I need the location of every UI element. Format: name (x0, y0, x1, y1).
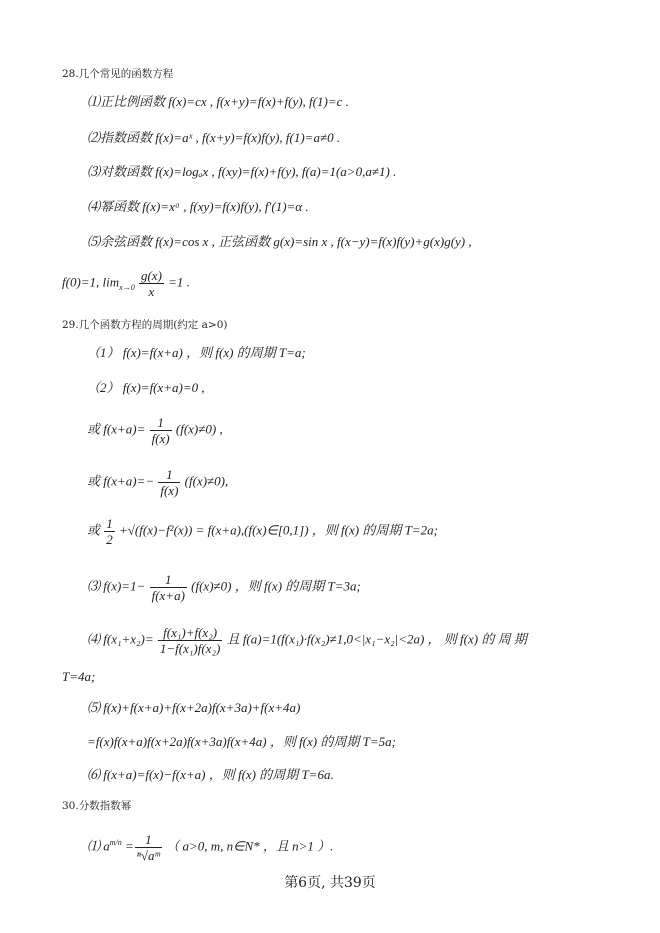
eq-logarithm: ⑶对数函数 f(x)=logₐx , f(xy)=f(x)+f(y), f(a)=1(a>0,a≠1) . (87, 164, 397, 179)
denominator: f(x) (151, 431, 170, 446)
lead: ⑴ a (87, 838, 110, 854)
numerator: 1 (150, 572, 187, 588)
denominator: ⁿ√aᵐ (136, 848, 160, 863)
numerator: 1 (106, 516, 113, 531)
period-5-line2: =f(x)f(x+a)f(x+2a)f(x+3a)f(x+4a) ，则 f(x) 的周期 T=5a; (87, 734, 396, 749)
lead: 或 (87, 522, 101, 538)
exponent: m/n (109, 838, 122, 848)
eq-limit-lead: f(0)=1, lim (62, 274, 120, 290)
eq-proportional: ⑴正比例函数 f(x)=cx , f(x+y)=f(x)+f(y), f(1)=c . (87, 94, 349, 109)
eq-cosine: ⑸余弦函数 f(x)=cos x , 正弦函数 g(x)=sin x , f(x−y)=f(x)f(y)+g(x)g(y) , (87, 234, 472, 249)
period-2-alt3 (87, 516, 438, 547)
period-4-continued: T=4a; (62, 669, 96, 684)
fractional-exponent: ⑴ $a^{m/n}$ = $\frac{1}{\text{ⁿ√aᵐ}}$ （ a>0, m, n∈N* ，且 n>1 ）. (87, 832, 334, 863)
section-28-title: 28.几个常见的函数方程 (62, 68, 174, 80)
tail: 且 f(a)=1(f(x₁)·f(x₂)≠1,0<|x₁−x₂|<2a) ， 则 f(x) 的 周 期 (226, 631, 527, 647)
section-29-title: 29.几个函数方程的周期(约定 a>0) (62, 319, 228, 331)
fraction (150, 415, 172, 446)
fraction (135, 832, 162, 863)
numerator: 1 (150, 415, 172, 431)
period-3 (87, 572, 361, 603)
period-6: ⑹ f(x+a)=f(x)−f(x+a) ，则 f(x) 的周期 T=6a. (87, 767, 334, 782)
period-1: （1） f(x)=f(x+a) ，则 f(x) 的周期 T=a; (87, 345, 306, 360)
denominator: 2 (106, 532, 113, 547)
page-number-footer: 第6页, 共39页 (284, 875, 376, 891)
tail: +√(f(x)−f²(x)) = f(x+a),(f(x)∈[0,1]) ，则 f(x) 的周期 T=2a; (119, 522, 438, 538)
tail: （ a>0, m, n∈N* ，且 n>1 ）. (166, 838, 334, 854)
numerator: 1 (158, 467, 180, 483)
denominator: x (148, 284, 155, 299)
eq-limit-sub: x→0 (119, 283, 135, 293)
fraction (158, 625, 222, 656)
period-2-alt1 (87, 415, 223, 446)
eq-limit (62, 268, 190, 299)
numerator: 1 (135, 832, 162, 848)
eq-exponential: ⑵指数函数 f(x)=aˣ , f(x+y)=f(x)f(y), f(1)=a≠0 . (87, 130, 341, 145)
fraction (150, 572, 187, 603)
tail: (f(x)≠0) ，则 f(x) 的周期 T=3a; (191, 578, 361, 594)
lead: 或 f(x+a)= (87, 421, 146, 437)
denominator: f(x) (160, 483, 179, 498)
denominator: f(x+a) (151, 588, 185, 603)
eq-limit-fraction (139, 268, 164, 299)
eq-power: ⑷幂函数 f(x)=xᵅ , f(xy)=f(x)f(y), f′(1)=α . (87, 199, 309, 214)
period-2-alt2 (87, 467, 228, 498)
lead: 或 f(x+a)=− (87, 473, 155, 489)
tail: (f(x)≠0) , (175, 421, 223, 437)
period-2: （2） f(x)=f(x+a)=0 , (87, 380, 205, 395)
period-5-line1: ⑸ f(x)+f(x+a)+f(x+2a)f(x+3a)+f(x+4a) (87, 700, 301, 715)
numerator: f(x₁)+f(x₂) (158, 625, 222, 641)
tail: (f(x)≠0), (184, 473, 229, 489)
lead: ⑶ f(x)=1− (87, 578, 146, 594)
fraction (104, 516, 115, 547)
denominator: 1−f(x₁)f(x₂) (159, 641, 221, 656)
section-30-title: 30.分数指数幂 (62, 800, 132, 812)
eq-limit-tail: =1 . (168, 274, 190, 290)
lead: ⑷ f(x₁+x₂)= (87, 631, 154, 647)
numerator: g(x) (140, 268, 162, 283)
period-4 (87, 625, 527, 656)
fraction (158, 467, 180, 498)
